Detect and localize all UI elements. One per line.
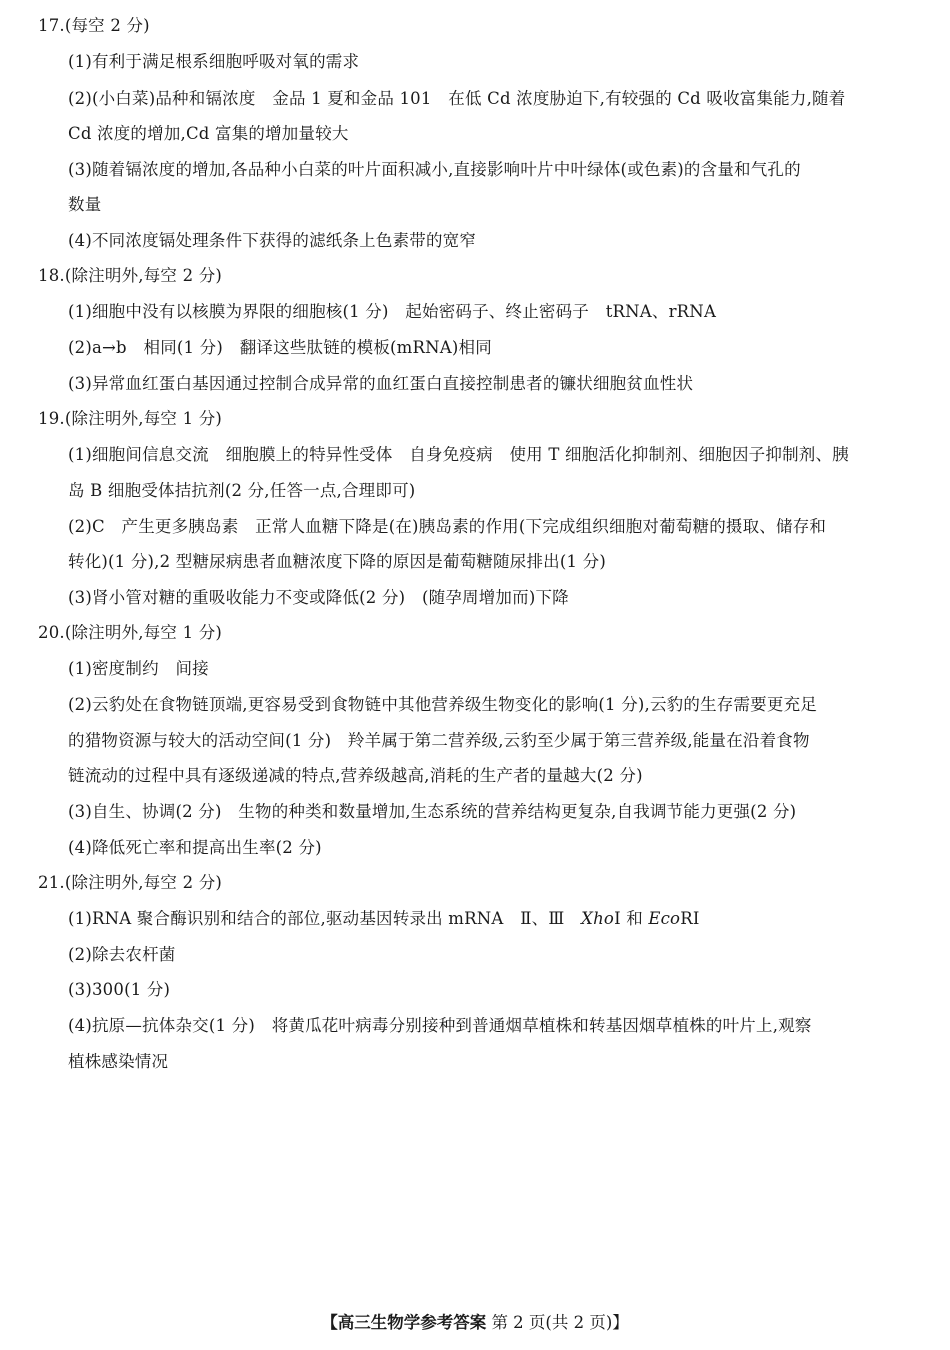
q21-item-4: (4)抗原—抗体杂交(1 分) 将黄瓜花叶病毒分别接种到普通烟草植株和转基因烟草植株的叶片上,观察 bbox=[68, 1016, 812, 1035]
footer-page-number: 第 2 页(共 2 页)】 bbox=[491, 1313, 629, 1332]
q17-item-4: (4)不同浓度镉处理条件下获得的滤纸条上色素带的宽窄 bbox=[68, 231, 477, 250]
xho-enzyme-name: Xho bbox=[581, 909, 615, 928]
q21-item-1-end: RⅠ bbox=[680, 909, 700, 928]
q20-item-3: (3)自生、协调(2 分) 生物的种类和数量增加,生态系统的营养结构更复杂,自我调节能力更强(2 分) bbox=[68, 802, 797, 821]
q17-heading: 17.(每空 2 分) bbox=[38, 16, 150, 35]
eco-enzyme-name: Eco bbox=[648, 909, 681, 928]
q19-item-2: (2)C 产生更多胰岛素 正常人血糖下降是(在)胰岛素的作用(下完成组织细胞对葡萄糖的摄取、储存和 bbox=[68, 517, 827, 536]
q18-item-2: (2)a→b 相同(1 分) 翻译这些肽链的模板(mRNA)相同 bbox=[68, 338, 492, 357]
q19-heading: 19.(除注明外,每空 1 分) bbox=[38, 409, 223, 428]
q21-item-1-mid: Ⅰ 和 bbox=[614, 909, 649, 928]
q17-item-3: (3)随着镉浓度的增加,各品种小白菜的叶片面积减小,直接影响叶片中叶绿体(或色素)的含量和气孔的 bbox=[68, 160, 801, 179]
q17-item-2-cont: Cd 浓度的增加,Cd 富集的增加量较大 bbox=[68, 124, 349, 143]
q19-item-1-cont: 岛 B 细胞受体拮抗剂(2 分,任答一点,合理即可) bbox=[68, 481, 416, 500]
page-footer bbox=[0, 1313, 950, 1333]
q21-heading: 21.(除注明外,每空 2 分) bbox=[38, 873, 223, 892]
q18-item-3: (3)异常血红蛋白基因通过控制合成异常的血红蛋白直接控制患者的镰状细胞贫血性状 bbox=[68, 374, 694, 393]
q20-item-2-cont-1: 的猎物资源与较大的活动空间(1 分) 羚羊属于第二营养级,云豹至少属于第三营养级,能量在沿着食物 bbox=[68, 731, 810, 750]
q19-item-2-cont: 转化)(1 分),2 型糖尿病患者血糖浓度下降的原因是葡萄糖随尿排出(1 分) bbox=[68, 552, 606, 571]
q17-item-1: (1)有利于满足根系细胞呼吸对氧的需求 bbox=[68, 52, 360, 71]
q20-item-2-cont-2: 链流动的过程中具有逐级递减的特点,营养级越高,消耗的生产者的量越大(2 分) bbox=[68, 766, 643, 785]
q17-item-3-cont: 数量 bbox=[68, 195, 102, 214]
q21-item-4-cont: 植株感染情况 bbox=[68, 1052, 169, 1071]
q20-item-2: (2)云豹处在食物链顶端,更容易受到食物链中其他营养级生物变化的影响(1 分),云豹的生存需要更充足 bbox=[68, 695, 817, 714]
q21-item-1 bbox=[68, 909, 700, 929]
q21-item-2: (2)除去农杆菌 bbox=[68, 945, 176, 964]
q20-item-1: (1)密度制约 间接 bbox=[68, 659, 209, 678]
footer-title: 【高三生物学参考答案 bbox=[321, 1313, 487, 1332]
q18-heading: 18.(除注明外,每空 2 分) bbox=[38, 266, 223, 285]
q19-item-3: (3)肾小管对糖的重吸收能力不变或降低(2 分) (随孕周增加而)下降 bbox=[68, 588, 569, 607]
q20-heading: 20.(除注明外,每空 1 分) bbox=[38, 623, 223, 642]
q17-item-2: (2)(小白菜)品种和镉浓度 金品 1 夏和金品 101 在低 Cd 浓度胁迫下,有较强的 Cd 吸收富集能力,随着 bbox=[68, 89, 846, 108]
q18-item-1: (1)细胞中没有以核膜为界限的细胞核(1 分) 起始密码子、终止密码子 tRNA、rRNA bbox=[68, 302, 717, 321]
q21-item-3: (3)300(1 分) bbox=[68, 980, 171, 999]
q19-item-1: (1)细胞间信息交流 细胞膜上的特异性受体 自身免疫病 使用 T 细胞活化抑制剂、细胞因子抑制剂、胰 bbox=[68, 445, 849, 464]
q20-item-4: (4)降低死亡率和提高出生率(2 分) bbox=[68, 838, 322, 857]
q21-item-1-text: (1)RNA 聚合酶识别和结合的部位,驱动基因转录出 mRNA Ⅱ、Ⅲ bbox=[68, 909, 582, 928]
